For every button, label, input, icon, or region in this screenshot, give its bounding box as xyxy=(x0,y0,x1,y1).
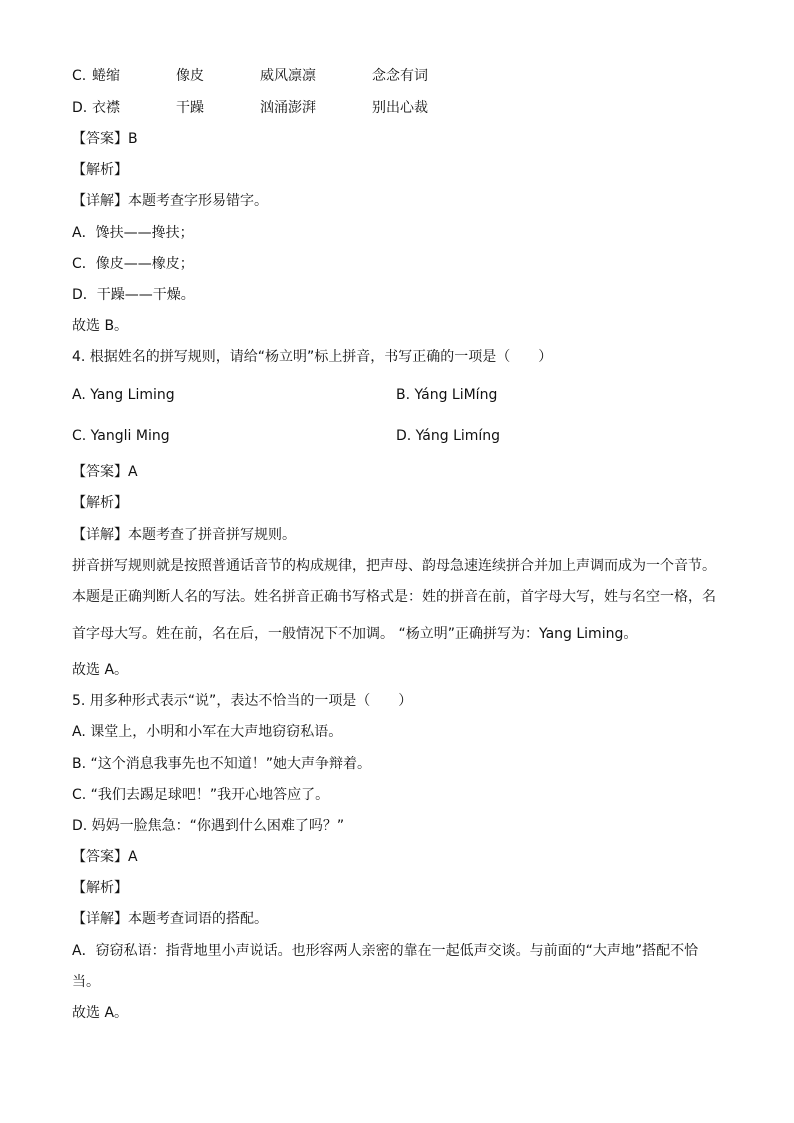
q5-option-a: A. 课堂上，小明和小军在大声地窃窃私语。 xyxy=(72,724,343,740)
q4-paragraph-3: 首字母大写。姓在前，名在后，一般情况下不加调。 “杨立明”正确拼写为：Yang Liming。 xyxy=(72,626,638,642)
q3-explanation-d: D．干躁——干燥。 xyxy=(72,287,195,303)
q3-option-c-label: C. xyxy=(72,68,87,84)
q4-option-a: A. Yang Liming xyxy=(72,387,175,403)
q5-analysis-heading: 【解析】 xyxy=(72,880,128,896)
q4-paragraph-1: 拼音拼写规则就是按照普通话音节的构成规律，把声母、韵母急速连续拼合并加上声调而成为一个音节。 xyxy=(72,558,716,574)
q3-detail: 【详解】本题考查字形易错字。 xyxy=(72,193,268,209)
q5-stem: 5. 用多种形式表示“说”，表达不恰当的一项是（ ） xyxy=(72,693,413,709)
q3-analysis-heading: 【解析】 xyxy=(72,162,128,178)
q3-option-d-label: D. xyxy=(72,100,88,116)
q5-option-d: D. 妈妈一脸焦急：“你遇到什么困难了吗？” xyxy=(72,818,345,834)
q3-option-c-word1: 蜷缩 xyxy=(92,68,120,84)
q3-option-d-word3: 汹涌澎湃 xyxy=(260,100,316,116)
q4-stem: 4. 根据姓名的拼写规则，请给“杨立明”标上拼音，书写正确的一项是（ ） xyxy=(72,349,553,365)
q3-conclusion: 故选 B。 xyxy=(72,318,129,334)
q4-option-c: C. Yangli Ming xyxy=(72,428,170,444)
q3-explanation-c: C．像皮——橡皮； xyxy=(72,256,194,272)
q4-detail: 【详解】本题考查了拼音拼写规则。 xyxy=(72,527,296,543)
q3-option-c-word2: 像皮 xyxy=(176,68,204,84)
q5-conclusion: 故选 A。 xyxy=(72,1005,129,1021)
q3-option-d-word1: 衣襟 xyxy=(92,100,120,116)
q4-paragraph-2: 本题是正确判断人名的写法。姓名拼音正确书写格式是：姓的拼音在前，首字母大写，姓与名空一格，名 xyxy=(72,589,716,605)
q4-answer: 【答案】A xyxy=(72,464,138,480)
q3-option-c-word4: 念念有词 xyxy=(372,68,428,84)
q5-explanation-line-2: 当。 xyxy=(72,974,100,990)
q5-detail: 【详解】本题考查词语的搭配。 xyxy=(72,911,268,927)
q4-analysis-heading: 【解析】 xyxy=(72,495,128,511)
q5-option-b: B. “这个消息我事先也不知道！”她大声争辩着。 xyxy=(72,756,372,772)
q3-explanation-a: A．馋扶——搀扶； xyxy=(72,225,194,241)
q4-option-b: B. Yáng LiMíng xyxy=(396,387,498,403)
q5-answer: 【答案】A xyxy=(72,849,138,865)
q3-option-d-word2: 干躁 xyxy=(176,100,204,116)
q4-option-d: D. Yáng Limíng xyxy=(396,428,501,444)
q3-option-c-word3: 威风凛凛 xyxy=(260,68,316,84)
q5-option-c: C. “我们去踢足球吧！”我开心地答应了。 xyxy=(72,787,330,803)
q3-answer: 【答案】B xyxy=(72,131,138,147)
q5-explanation-line-1: A．窃窃私语：指背地里小声说话。也形容两人亲密的靠在一起低声交谈。与前面的“大声地”搭配不恰 xyxy=(72,943,699,959)
q4-conclusion: 故选 A。 xyxy=(72,662,129,678)
q3-option-d-word4: 别出心裁 xyxy=(372,100,428,116)
